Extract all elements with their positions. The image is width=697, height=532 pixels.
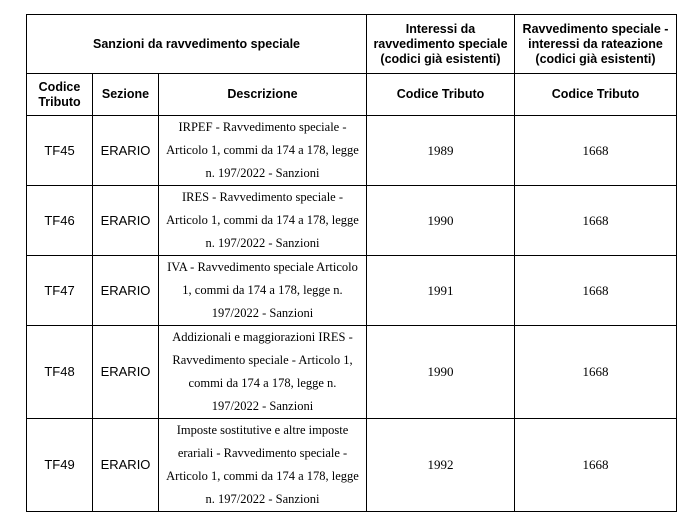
header-row-top — [27, 15, 677, 74]
sezione-cell: ERARIO — [93, 116, 159, 186]
header-row-columns — [27, 74, 677, 116]
codice-cell: TF48 — [27, 326, 93, 419]
interessi-code-cell: 1992 — [367, 419, 515, 512]
group-title-header: Sanzioni da ravvedimento speciale — [27, 15, 367, 74]
rateazione-code-cell: 1668 — [515, 256, 677, 326]
sezione-cell: ERARIO — [93, 326, 159, 419]
interessi-code-cell: 1990 — [367, 326, 515, 419]
interessi-code-cell: 1990 — [367, 186, 515, 256]
codice-rateazione-header: Codice Tributo — [515, 74, 677, 116]
codice-cell: TF49 — [27, 419, 93, 512]
interessi-code-cell: 1991 — [367, 256, 515, 326]
table-row — [27, 326, 677, 419]
tax-codes-table — [26, 14, 677, 512]
codice-cell: TF45 — [27, 116, 93, 186]
table-row — [27, 256, 677, 326]
rateazione-code-cell: 1668 — [515, 326, 677, 419]
sezione-cell: ERARIO — [93, 256, 159, 326]
codice-cell: TF46 — [27, 186, 93, 256]
descrizione-cell: Imposte sostitutive e altre imposte erariali - Ravvedimento speciale - Articolo 1, commi da 174 a 178, legge n. 197/2022 - Sanzioni — [159, 419, 367, 512]
interessi-code-cell: 1989 — [367, 116, 515, 186]
interest-title-header: Interessi da ravvedimento speciale (codici già esistenti) — [367, 15, 515, 74]
descrizione-header: Descrizione — [159, 74, 367, 116]
table-row — [27, 116, 677, 186]
sezione-header: Sezione — [93, 74, 159, 116]
codice-cell: TF47 — [27, 256, 93, 326]
descrizione-cell: Addizionali e maggiorazioni IRES - Ravvedimento speciale - Articolo 1, commi da 174 a 178, legge n. 197/2022 - Sanzioni — [159, 326, 367, 419]
codice-interessi-header: Codice Tributo — [367, 74, 515, 116]
rateazione-code-cell: 1668 — [515, 419, 677, 512]
codice-tributo-header: Codice Tributo — [27, 74, 93, 116]
descrizione-cell: IRES - Ravvedimento speciale - Articolo 1, commi da 174 a 178, legge n. 197/2022 - Sanzioni — [159, 186, 367, 256]
table-row — [27, 186, 677, 256]
rateazione-code-cell: 1668 — [515, 116, 677, 186]
installment-title-header: Ravvedimento speciale - interessi da rateazione (codici già esistenti) — [515, 15, 677, 74]
rateazione-code-cell: 1668 — [515, 186, 677, 256]
table-row — [27, 419, 677, 512]
descrizione-cell: IRPEF - Ravvedimento speciale - Articolo 1, commi da 174 a 178, legge n. 197/2022 - Sanzioni — [159, 116, 367, 186]
sezione-cell: ERARIO — [93, 186, 159, 256]
descrizione-cell: IVA - Ravvedimento speciale Articolo 1, commi da 174 a 178, legge n. 197/2022 - Sanzioni — [159, 256, 367, 326]
sezione-cell: ERARIO — [93, 419, 159, 512]
